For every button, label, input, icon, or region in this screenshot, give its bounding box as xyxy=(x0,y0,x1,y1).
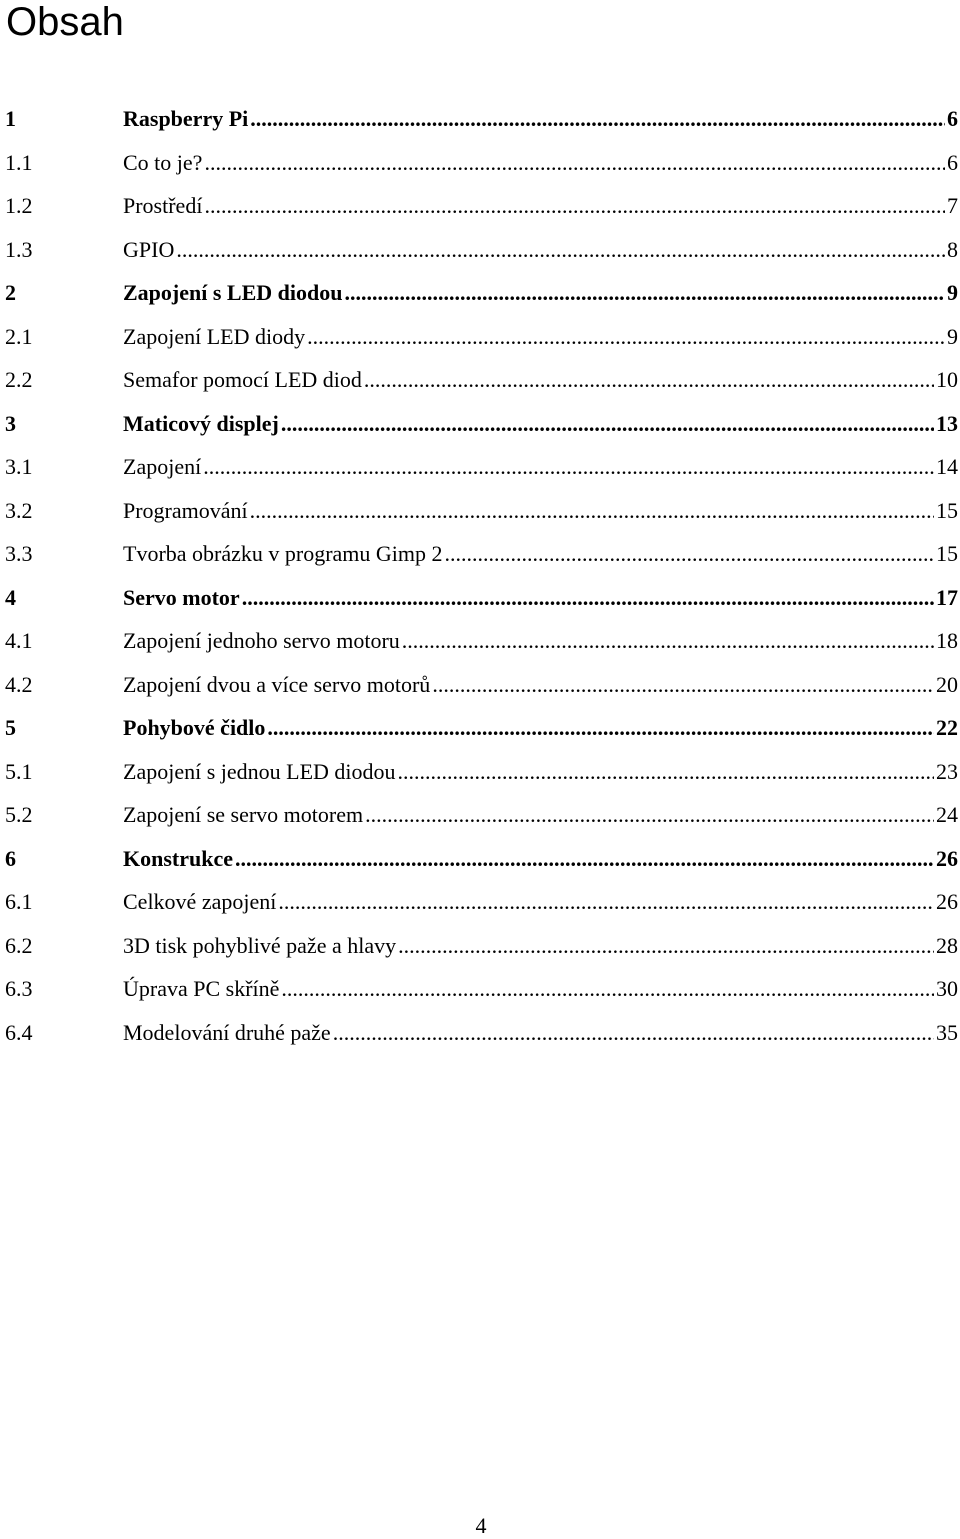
toc-section-entry[interactable] xyxy=(0,489,960,533)
toc-dot-leader xyxy=(267,715,934,741)
toc-dot-leader xyxy=(278,889,934,915)
toc-entry-page: 20 xyxy=(936,671,958,697)
toc-entry-number: 4.2 xyxy=(5,671,33,697)
page-number: 4 xyxy=(475,1513,487,1538)
toc-dot-leader xyxy=(432,672,934,698)
toc-entry-page: 9 xyxy=(947,280,958,305)
toc-entry-title: Modelování druhé paže xyxy=(123,1019,331,1045)
toc-entry-line xyxy=(123,672,958,698)
toc-entry-page: 24 xyxy=(936,802,958,827)
toc-chapter-entry[interactable] xyxy=(0,837,960,881)
toc-entry-line xyxy=(123,454,958,480)
toc-entry-page: 23 xyxy=(936,758,958,784)
toc-entry-line xyxy=(123,324,958,350)
toc-entry-page: 13 xyxy=(936,410,958,436)
toc-entry-page: 35 xyxy=(936,1019,958,1045)
toc-entry-title: Programování xyxy=(123,497,248,523)
toc-entry-number: 6.2 xyxy=(5,932,33,958)
toc-entry-number: 5 xyxy=(5,715,16,740)
toc-entry-page: 14 xyxy=(936,454,958,479)
toc-dot-leader xyxy=(364,367,934,393)
toc-entry-title: Pohybové čidlo xyxy=(123,715,266,740)
toc-entry-page: 7 xyxy=(947,193,958,218)
toc-entry-title: Zapojení s LED diodou xyxy=(123,280,343,305)
toc-entry-page: 22 xyxy=(936,715,958,740)
toc-dot-leader xyxy=(344,280,945,306)
toc-entry-title: Co to je? xyxy=(123,149,203,175)
toc-entry-number: 5.1 xyxy=(5,758,33,784)
toc-chapter-entry[interactable] xyxy=(0,402,960,446)
toc-entry-number: 4 xyxy=(5,584,16,610)
toc-section-entry[interactable] xyxy=(0,358,960,402)
toc-entry-line xyxy=(123,411,958,437)
toc-section-entry[interactable] xyxy=(0,967,960,1011)
toc-entry-number: 3.3 xyxy=(5,541,33,566)
toc-section-entry[interactable] xyxy=(0,184,960,228)
toc-entry-title: Maticový displej xyxy=(123,410,279,436)
toc-entry-title: Semafor pomocí LED diod xyxy=(123,367,362,392)
toc-entry-page: 26 xyxy=(936,845,958,871)
toc-entry-line xyxy=(123,150,958,176)
toc-section-entry[interactable] xyxy=(0,141,960,185)
toc-entry-title: Prostředí xyxy=(123,193,203,218)
toc-entry-page: 15 xyxy=(936,541,958,566)
toc-entry-line xyxy=(123,715,958,741)
toc-entry-page: 10 xyxy=(936,367,958,392)
toc-dot-leader xyxy=(250,106,945,132)
toc-dot-leader xyxy=(281,411,934,437)
toc-entry-line xyxy=(123,367,958,393)
toc-entry-number: 5.2 xyxy=(5,802,33,827)
toc-dot-leader xyxy=(250,498,934,524)
toc-entry-page: 6 xyxy=(947,149,958,175)
toc-entry-line xyxy=(123,280,958,306)
toc-entry-title: Tvorba obrázku v programu Gimp 2 xyxy=(123,541,443,566)
toc-dot-leader xyxy=(203,454,934,480)
toc-entry-title: Raspberry Pi xyxy=(123,106,249,131)
toc-entry-line xyxy=(123,1020,958,1046)
toc-entry-page: 28 xyxy=(936,932,958,958)
toc-entry-number: 2.2 xyxy=(5,367,33,392)
toc-section-entry[interactable] xyxy=(0,1011,960,1055)
toc-section-entry[interactable] xyxy=(0,228,960,272)
toc-dot-leader xyxy=(445,541,934,567)
toc-section-entry[interactable] xyxy=(0,315,960,359)
toc-entry-line xyxy=(123,541,958,567)
toc-entry-page: 8 xyxy=(947,236,958,262)
toc-section-entry[interactable] xyxy=(0,880,960,924)
toc-entry-title: Úprava PC skříně xyxy=(123,976,280,1001)
toc-dot-leader xyxy=(204,193,945,219)
toc-dot-leader xyxy=(365,802,934,828)
toc-entry-page: 30 xyxy=(936,976,958,1001)
toc-entry-line xyxy=(123,846,958,872)
toc-section-entry[interactable] xyxy=(0,793,960,837)
toc-entry-line xyxy=(123,802,958,828)
toc-entry-title: Zapojení xyxy=(123,454,202,479)
toc-entry-number: 2.1 xyxy=(5,323,33,349)
toc-entry-page: 18 xyxy=(936,628,958,653)
toc-dot-leader xyxy=(398,933,934,959)
toc-chapter-entry[interactable] xyxy=(0,576,960,620)
toc-entry-number: 1.3 xyxy=(5,236,33,262)
table-of-contents xyxy=(0,97,960,1054)
page-title: Obsah xyxy=(6,0,124,44)
toc-section-entry[interactable] xyxy=(0,750,960,794)
toc-dot-leader xyxy=(281,976,934,1002)
toc-section-entry[interactable] xyxy=(0,445,960,489)
toc-entry-page: 6 xyxy=(947,106,958,131)
toc-entry-number: 1.1 xyxy=(5,149,33,175)
toc-section-entry[interactable] xyxy=(0,619,960,663)
toc-dot-leader xyxy=(235,846,934,872)
toc-entry-number: 1.2 xyxy=(5,193,33,218)
toc-entry-title: Zapojení s jednou LED diodou xyxy=(123,758,396,784)
toc-dot-leader xyxy=(333,1020,934,1046)
toc-entry-line xyxy=(123,237,958,263)
toc-entry-page: 17 xyxy=(936,584,958,610)
toc-entry-page: 15 xyxy=(936,497,958,523)
toc-entry-title: Celkové zapojení xyxy=(123,889,277,914)
toc-entry-line xyxy=(123,193,958,219)
toc-entry-title: GPIO xyxy=(123,236,175,262)
toc-entry-number: 1 xyxy=(5,106,16,131)
toc-entry-title: Zapojení dvou a více servo motorů xyxy=(123,671,431,697)
toc-dot-leader xyxy=(204,150,945,176)
toc-entry-page: 9 xyxy=(947,323,958,349)
toc-entry-line xyxy=(123,889,958,915)
toc-entry-number: 4.1 xyxy=(5,628,33,653)
toc-dot-leader xyxy=(307,324,945,350)
toc-entry-title: Zapojení LED diody xyxy=(123,323,306,349)
toc-entry-number: 3.1 xyxy=(5,454,33,479)
toc-chapter-entry[interactable] xyxy=(0,271,960,315)
toc-entry-number: 6.4 xyxy=(5,1019,33,1045)
toc-dot-leader xyxy=(176,237,945,263)
toc-entry-title: 3D tisk pohyblivé paže a hlavy xyxy=(123,932,397,958)
toc-entry-title: Zapojení se servo motorem xyxy=(123,802,364,827)
toc-entry-line xyxy=(123,976,958,1002)
toc-entry-number: 6.3 xyxy=(5,976,33,1001)
toc-entry-title: Zapojení jednoho servo motoru xyxy=(123,628,400,653)
toc-entry-number: 2 xyxy=(5,280,16,305)
toc-chapter-entry[interactable] xyxy=(0,706,960,750)
toc-dot-leader xyxy=(398,759,934,785)
toc-section-entry[interactable] xyxy=(0,532,960,576)
toc-dot-leader xyxy=(242,585,934,611)
toc-entry-title: Konstrukce xyxy=(123,845,233,871)
toc-entry-page: 26 xyxy=(936,889,958,914)
toc-entry-number: 3 xyxy=(5,410,16,436)
toc-chapter-entry[interactable] xyxy=(0,97,960,141)
toc-section-entry[interactable] xyxy=(0,663,960,707)
toc-entry-line xyxy=(123,106,958,132)
toc-entry-line xyxy=(123,933,958,959)
toc-entry-line xyxy=(123,759,958,785)
toc-entry-number: 6 xyxy=(5,845,16,871)
toc-entry-title: Servo motor xyxy=(123,584,240,610)
toc-section-entry[interactable] xyxy=(0,924,960,968)
toc-entry-number: 6.1 xyxy=(5,889,33,914)
toc-entry-number: 3.2 xyxy=(5,497,33,523)
toc-entry-line xyxy=(123,585,958,611)
toc-entry-line xyxy=(123,498,958,524)
toc-dot-leader xyxy=(402,628,934,654)
toc-entry-line xyxy=(123,628,958,654)
